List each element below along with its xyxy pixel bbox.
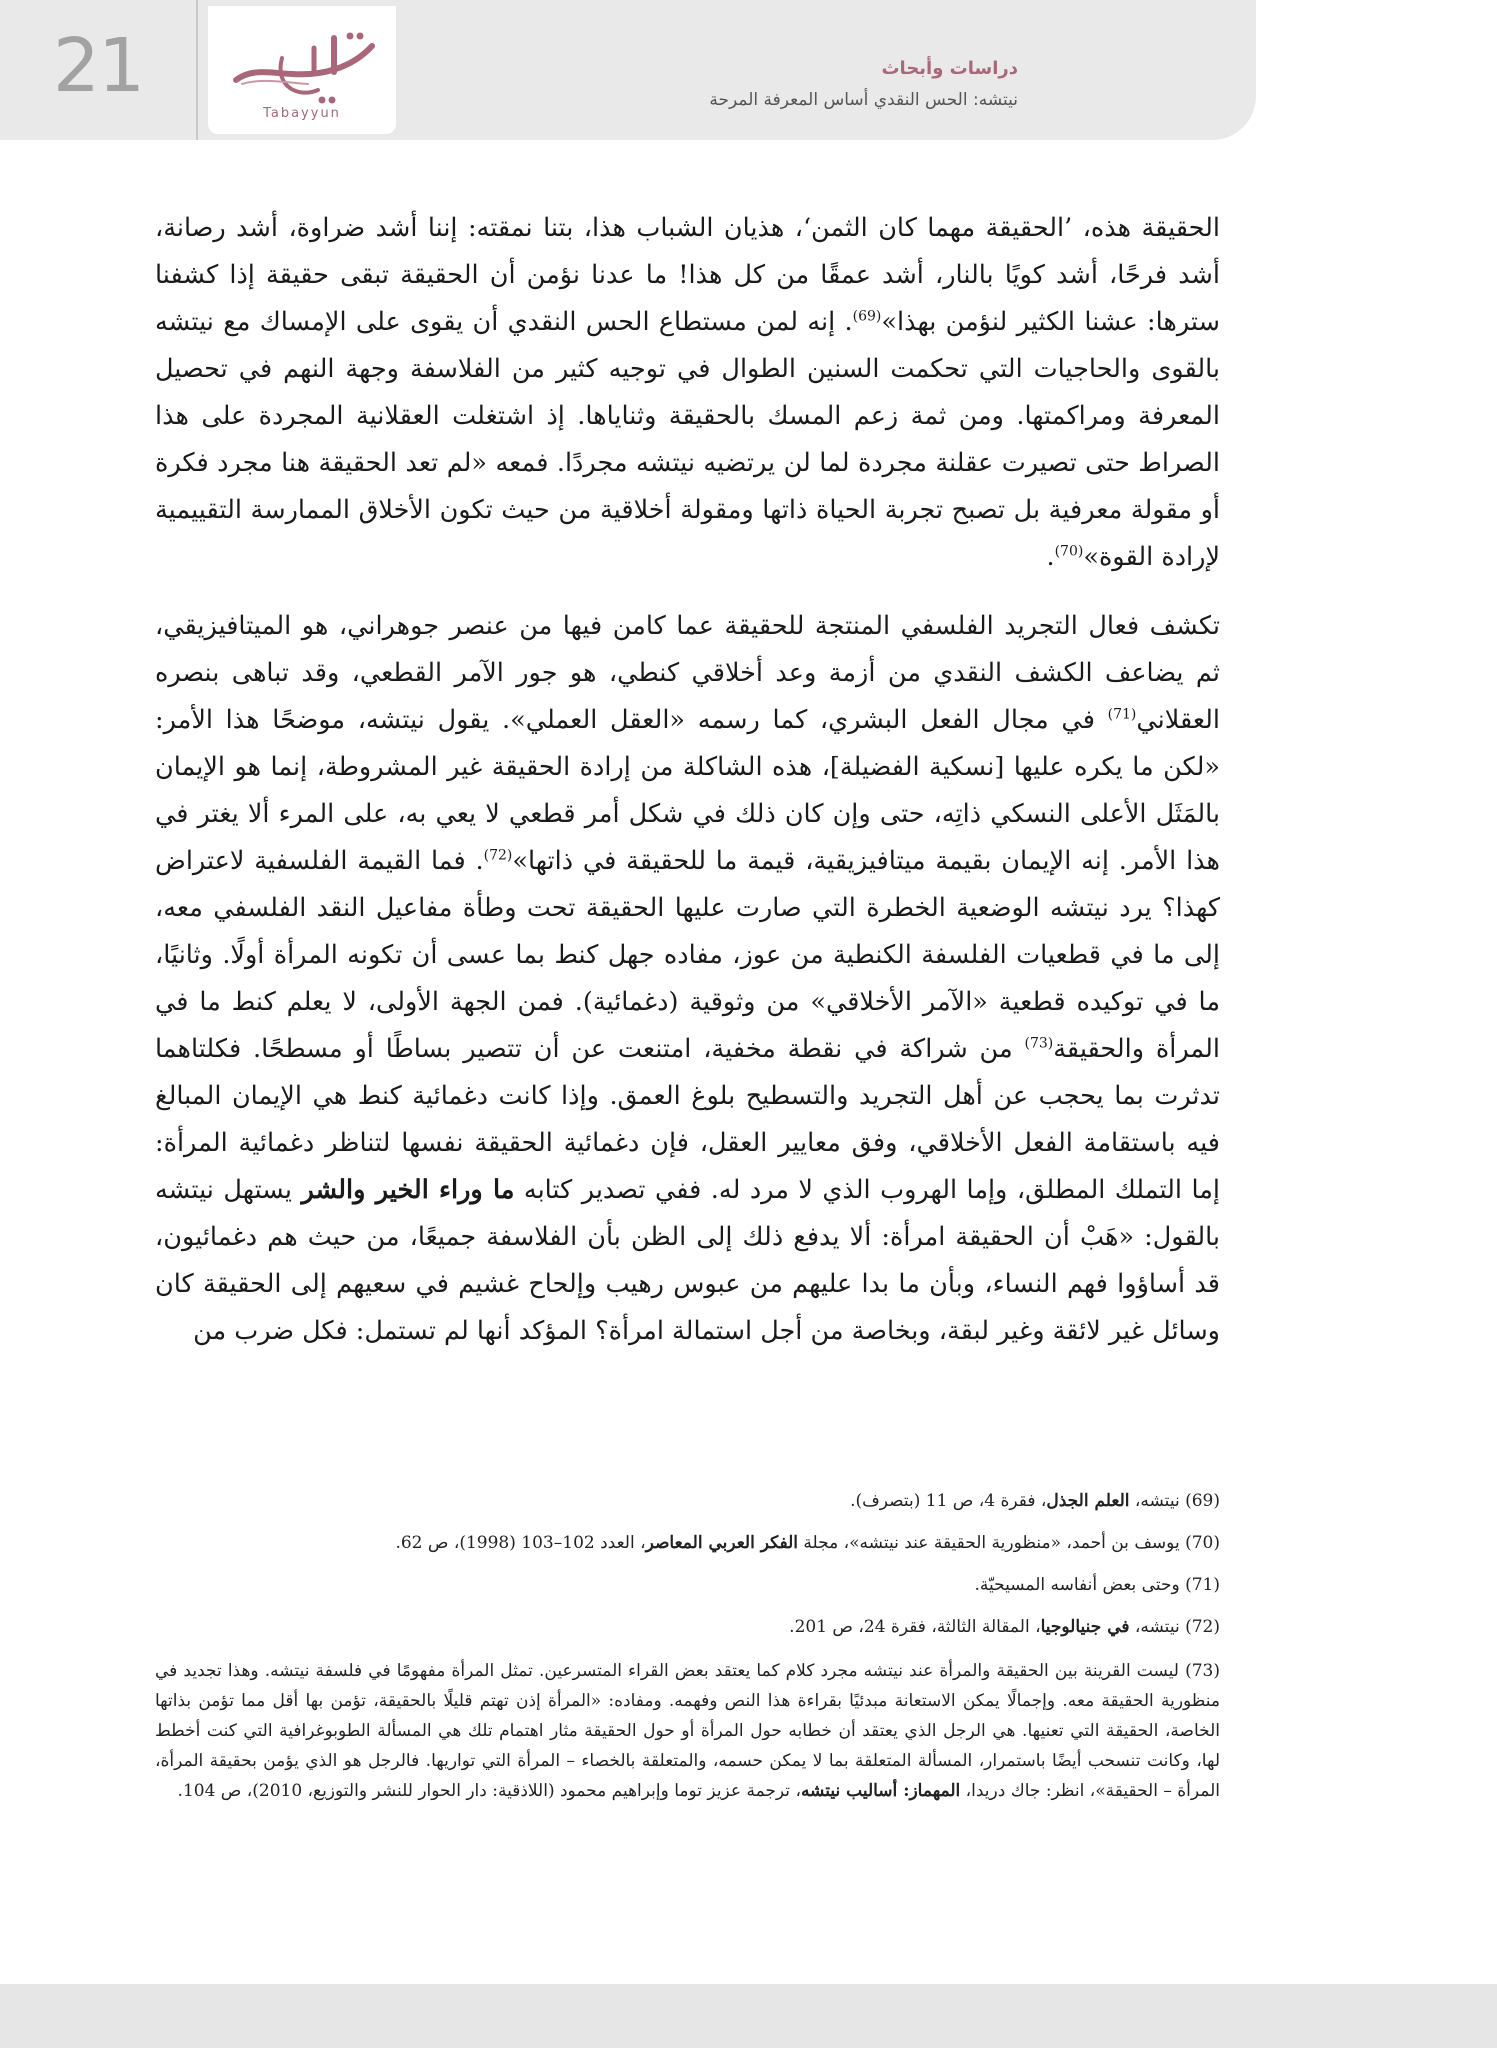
footnote xyxy=(155,1488,1220,1514)
footnotes xyxy=(155,1488,1220,1822)
footnote-ref: (71) xyxy=(1107,706,1137,723)
text-run: ، فقرة 4، ص 11 (بتصرف). xyxy=(850,1491,1047,1511)
footnote xyxy=(155,1572,1220,1598)
text-run: (72) نيتشه، xyxy=(1129,1617,1220,1637)
footnote xyxy=(155,1614,1220,1640)
text-run: . xyxy=(1046,542,1055,572)
paragraph xyxy=(155,205,1220,581)
header-divider xyxy=(196,0,198,140)
paragraph xyxy=(155,603,1220,1355)
text-run: من شراكة في نقطة مخفية، امتنعت عن أن تتصير بساطًا أو مسطحًا. فكلتاهما تدثرت بما يحجب عن أهل التجريد والتسطيح بلوغ العمق. وإذا كانت دغمائية كنط هي الإيمان المبالغ فيه باستقامة الفعل الأخلاقي، وفق معايير العقل، فإن دغمائية الحقيقة نفسها لتناظر دغمائية المرأة: إما التملك المطلق، وإما الهروب الذي لا مرد له. ففي تصدير كتابه xyxy=(155,1034,1220,1205)
footnote-ref: (69) xyxy=(852,308,882,325)
logo-latin-text: Tabayyun xyxy=(263,106,341,121)
text-run: ، العدد 102–103 (1998)، ص 62. xyxy=(395,1533,646,1553)
bold-title: المهماز: أساليب نيتشه xyxy=(800,1781,961,1801)
text-run: ، ترجمة عزيز توما وإبراهيم محمود (اللاذقية: دار الحوار للنشر والتوزيع، 2010)، ص 104. xyxy=(177,1781,801,1801)
bold-title: الفكر العربي المعاصر xyxy=(645,1533,799,1553)
text-run: في مجال الفعل البشري، كما رسمه «العقل العملي». يقول نيتشه، موضحًا هذا الأمر: «لكن ما يكره عليها [نسكية الفضيلة]، هذه الشاكلة من إرادة الحقيقة غير المشروطة، إنما هو الإيمان بالمَثَل الأعلى النسكي ذاتِه، حتى وإن كان ذلك في شكل أمر قطعي لا يعي به، على المرء ألا يغتر في هذا الأمر. إنه الإيمان بقيمة ميتافيزيقية، قيمة ما للحقيقة في ذاتها» xyxy=(155,705,1220,876)
text-run: (70) يوسف بن أحمد، «منظورية الحقيقة عند نيتشه»، مجلة xyxy=(798,1533,1220,1553)
text-run: يستهل نيتشه بالقول: «هَبْ أن الحقيقة امرأة: ألا يدفع ذلك إلى الظن بأن الفلاسفة جميعًا، من حيث هم دغمائيون، قد أساؤوا فهم النساء، وبأن ما بدا عليهم من عبوس رهيب وإلحاح غشيم في سعيهم إلى الحقيقة كان وسائل غير لائقة وغير لبقة، وبخاصة من أجل استمالة امرأة؟ المؤكد أنها لم تستمل: فكل ضرب من xyxy=(155,1175,1220,1346)
page-footer-band xyxy=(0,1984,1497,2048)
body-text xyxy=(155,205,1220,1355)
bold-title: العلم الجذل xyxy=(1046,1491,1130,1511)
text-run: (73) ليست القرينة بين الحقيقة والمرأة عند نيتشه مجرد كلام كما يعتقد بعض القراء المتسرعين. تمثل المرأة مفهومًا في فلسفة نيتشه. وهذا تجديد في منظورية الحقيقة معه. وإجمالًا يمكن الاستعانة مبدئيًا بقراءة هذا النص وفهمه. ومفاده: «المرأة إذن تهتم قليلًا بالحقيقة، تؤمن بها أقل مما تؤمن بذاتها الخاصة، الحقيقة التي تعنيها. هي الرجل الذي يعتقد أن خطابه حول المرأة أو حول الحقيقة مثار اهتمام تلك هي المسألة الطوبوغرافية التي كنت أخطط لها، وكانت تنسحب أيضًا باستمرار، المسألة المتعلقة بما لا يمكن حسمه، والمتعلقة بالخصاء – المرأة التي تواريها. فالرجل هو الذي يؤمن بحقيقة المرأة، المرأة – الحقيقة»، انظر: جاك دريدا، xyxy=(155,1661,1220,1801)
page-number: 21 xyxy=(52,23,144,109)
text-run: (71) وحتى بعض أنفاسه المسيحيّة. xyxy=(974,1575,1220,1595)
bold-title: ما وراء الخير والشر xyxy=(301,1175,515,1205)
footnote-ref: (72) xyxy=(483,847,513,864)
footnote-ref: (73) xyxy=(1024,1035,1054,1052)
section-title: دراسات وأبحاث xyxy=(881,58,1018,79)
footnote xyxy=(155,1530,1220,1556)
journal-logo xyxy=(208,6,396,134)
footnote xyxy=(155,1656,1220,1806)
text-run: الحقيقة هذه، ’الحقيقة مهما كان الثمن‘، هذيان الشباب هذا، بتنا نمقته: إننا أشد ضراوة، أشد رصانة، أشد فرحًا، أشد كويًا بالنار، أشد عمقًا من كل هذا! ما عدنا نؤمن أن الحقيقة تبقى حقيقة إذا كشفنا سترها: عشنا الكثير لنؤمن بهذا» xyxy=(155,213,1220,337)
page-header xyxy=(0,0,1256,140)
footnote-ref: (70) xyxy=(1054,543,1084,560)
text-run: (69) نيتشه، xyxy=(1129,1491,1220,1511)
text-run: . فما القيمة الفلسفية لاعتراض كهذا؟ يرد نيتشه الوضعية الخطرة التي صارت عليها الحقيقة تحت وطأة مفاعيل النقد الفلسفي معه، إلى ما في قطعيات الفلسفة الكنطية من عوز، مفاده جهل كنط بما عسى أن تكونه المرأة أولًا. وثانيًا، ما في توكيده قطعية «الآمر الأخلاقي» من وثوقية (دغمائية). فمن الجهة الأولى، لا يعلم كنط ما في المرأة والحقيقة xyxy=(155,846,1220,1064)
page-number-box xyxy=(0,0,196,140)
running-title: نيتشه: الحس النقدي أساس المعرفة المرحة xyxy=(709,90,1018,110)
bold-title: في جنيالوجيا xyxy=(1040,1617,1130,1637)
text-run: تكشف فعال التجريد الفلسفي المنتجة للحقيقة عما كامن فيها من عنصر جوهراني، هو الميتافيزيقي، ثم يضاعف الكشف النقدي من أزمة وعد أخلاقي كنطي، هو جور الآمر القطعي، وقد تباهى بنصره العقلاني xyxy=(155,611,1220,735)
logo-calligraphy-icon xyxy=(222,28,382,108)
text-run: . إنه لمن مستطاع الحس النقدي أن يقوى على الإمساك مع نيتشه بالقوى والحاجيات التي تحكمت السنين الطوال في توجيه كثير من الفلاسفة وجهة النهم في تحصيل المعرفة ومراكمتها. ومن ثمة زعم المسك بالحقيقة وثناياها. إذ اشتغلت العقلانية المجردة على هذا الصراط حتى تصيرت عقلنة مجردة لما لن يرتضيه نيتشه مجردًا. فمعه «لم تعد الحقيقة هنا مجرد فكرة أو مقولة معرفية بل تصبح تجربة الحياة ذاتها ومقولة أخلاقية من حيث تكون الأخلاق الممارسة التقييمية لإرادة القوة» xyxy=(155,307,1220,572)
text-run: ، المقالة الثالثة، فقرة 24، ص 201. xyxy=(789,1617,1041,1637)
